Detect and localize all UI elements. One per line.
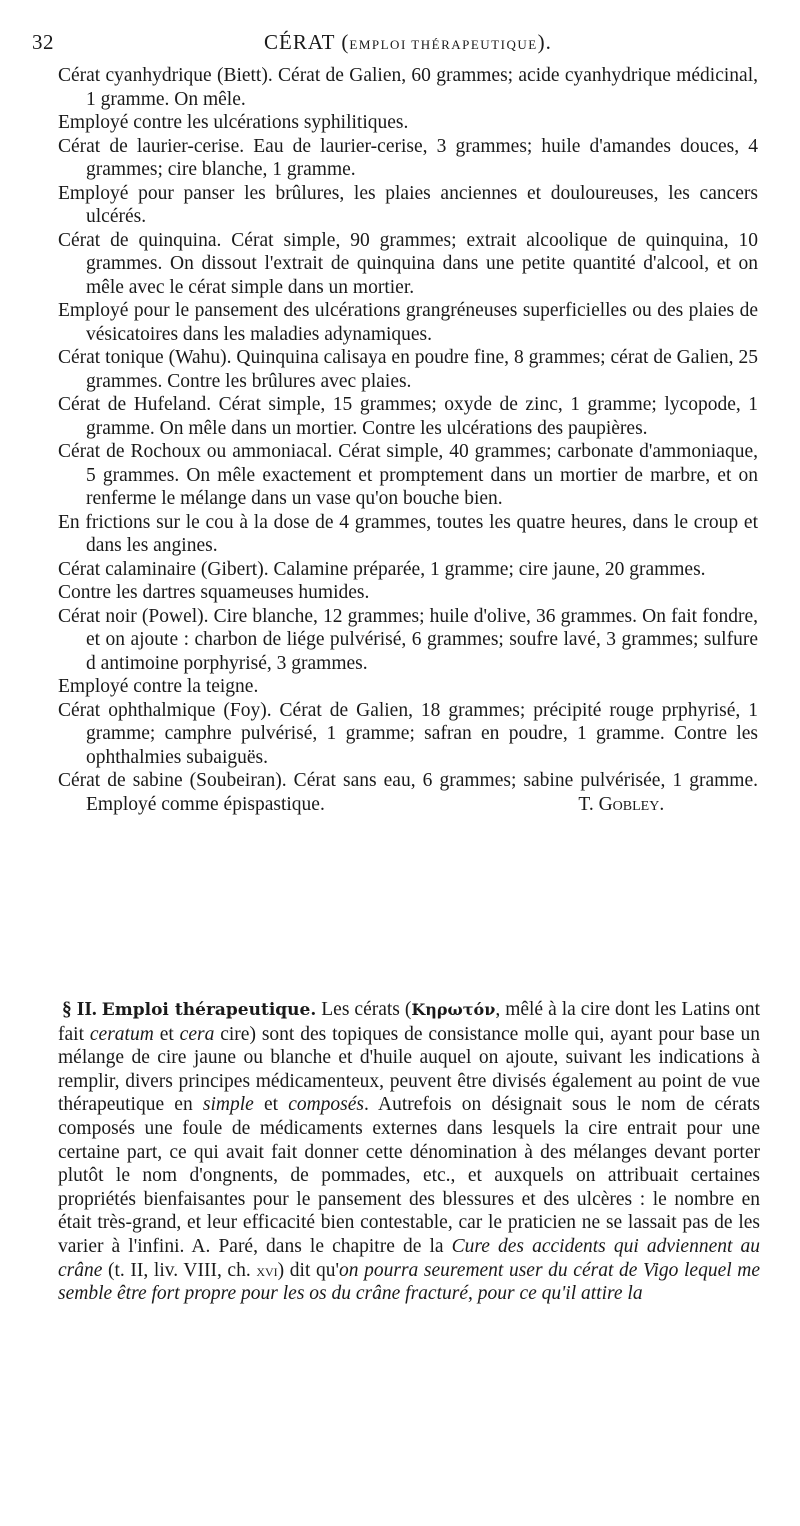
entry-text: Employé pour panser les brûlures, les plaies anciennes et douloureuses, les cancers ulcérés. (58, 182, 758, 227)
running-title-main: CÉRAT (264, 30, 336, 54)
entry-text: Contre les dartres squameuses humides. (58, 582, 370, 603)
entry-text: Cérat de Galien, 18 grammes; précipité rouge prphyrisé, 1 gramme; camphre pulvérisé, 1 gramme; safran en poudre, 1 gramme. Contre les ophthalmies subaiguës. (86, 699, 759, 768)
entry-paragraph (58, 581, 758, 605)
entry-paragraph (58, 511, 758, 558)
entry-text: Employé contre les ulcérations syphilitiques. (58, 112, 409, 133)
entry-text: Cire blanche, 12 grammes; huile d'olive, 36 grammes. On fait fondre, et on ajoute : charbon de liége pulvérisé, 6 grammes; soufre lavé, 3 grammes; sulfure d antimoine porphyrisé, 3 grammes. (86, 605, 758, 674)
entry-name: Cérat tonique (Wahu). (58, 347, 232, 368)
section-therapeutic-use (58, 998, 760, 1306)
author-signature: T. Gobley. (578, 793, 665, 815)
entry-text: Quinquina calisaya en poudre fine, 8 grammes; cérat de Galien, 25 grammes. Contre les brûlures avec plaies. (86, 347, 758, 392)
entry-name: Cérat noir (Powel). (58, 605, 209, 627)
latin-term-cera: cera (179, 1023, 215, 1045)
entry-text: Cérat simple, 90 grammes; extrait alcoolique de quinquina, 10 grammes. On dissout l'extrait de quinquina dans une petite quantité d'alcool, et on mêle avec le cérat simple dans un mortier. (86, 229, 758, 298)
entry-paragraph (58, 111, 758, 135)
entry-name: Cérat de sabine (Soubeiran). (58, 770, 287, 791)
section-mark: § II. (62, 999, 97, 1020)
section-text: Les cérats ( (316, 999, 412, 1020)
entry-text: Employé contre la teigne. (58, 676, 259, 697)
entry-text: Cérat de Galien, 60 grammes; acide cyanhydrique médicinal, 1 gramme. On mêle. (86, 65, 758, 110)
entry-paragraph (58, 605, 758, 676)
section-paragraph (58, 998, 760, 1306)
section-text: . Autrefois on désignait sous le nom de cérats composés une foule de médicaments externes dans lesquels la cire entrait pour une certaine part, ce qui avait fait donner cette dénomination à des mélanges devant porter plutôt le nom d'ongnents, de pommades, etc., et auxquels on attribuait certaines propriétés bienfaisantes pour le pansement des blessures et des ulcères : le nombre en était très-grand, et leur efficacité bien contestable, car le praticien ne se lassait pas de les varier à l'infini. A. Paré, dans le chapitre de la (58, 1094, 760, 1257)
entry-text: Cérat simple, 15 grammes; oxyde de zinc, 1 gramme; lycopode, 1 gramme. On mêle dans un mortier. Contre les ulcérations des paupières. (86, 394, 758, 439)
running-title-close: ). (537, 30, 552, 54)
entry-paragraph (58, 135, 758, 182)
entry-paragraph (58, 64, 758, 111)
entry-paragraph (58, 229, 758, 300)
entry-name: Cérat de Hufeland. (58, 394, 212, 415)
entry-name: Cérat cyanhydrique (Biett). (58, 65, 273, 86)
section-text: ) dit qu' (277, 1259, 340, 1281)
page-header (32, 30, 762, 60)
section-text: , mêlé à la cire dont les Latins ont fait (58, 999, 760, 1045)
page-number: 32 (32, 30, 54, 54)
entry-paragraph (58, 769, 758, 816)
greek-term: Κηρωτόν (411, 1000, 496, 1019)
latin-term-ceratum: ceratum (89, 1023, 154, 1045)
formulary-entries (58, 64, 758, 816)
term-simple: simple (202, 1094, 254, 1116)
entry-paragraph (58, 699, 758, 770)
running-title-subject: EMPLOI THÉRAPEUTIQUE (349, 37, 538, 52)
entry-name: Cérat ophthalmique (Foy). (58, 699, 272, 721)
pare-quotation: on pourra seurement user du cérat de Vigo lequel me semble être fort propre pour les os du crâne fracturé, pour ce qu'il attire la (58, 1259, 761, 1305)
entry-text: Calamine préparée, 1 gramme; cire jaune, 20 grammes. (268, 558, 706, 580)
section-text: (t. II, liv. VIII, ch. (102, 1259, 257, 1281)
cited-chapter-title: Cure des accidents qui adviennent au crâne (58, 1235, 760, 1281)
entry-paragraph (58, 675, 758, 699)
entry-paragraph (58, 393, 758, 440)
entry-text: Eau de laurier-cerise, 3 grammes; huile d'amandes douces, 4 grammes; cire blanche, 1 gramme. (86, 135, 758, 180)
section-text: et (153, 1023, 180, 1045)
footer-print-noise: ... ..... ... .... ... .. .... .. ... . . (34, 1480, 239, 1486)
running-title-open: ( (341, 30, 350, 54)
entry-name: Cérat de laurier-cerise. (58, 135, 245, 157)
entry-paragraph (58, 558, 758, 582)
section-title: Emploi thérapeutique. (101, 1000, 317, 1020)
entry-name: Cérat de quinquina. (58, 229, 222, 251)
running-title (264, 30, 552, 55)
section-text: et (253, 1094, 289, 1116)
entry-paragraph (58, 346, 758, 393)
entry-paragraph (58, 182, 758, 229)
section-text: cire) sont des topiques de consistance molle qui, ayant pour base un mélange de cire jaune ou blanche et d'huile auquel on ajoute, suivant les indications à remplir, divers principes médicamenteux, peuvent être divisés également au point de vue thérapeutique en (58, 1023, 761, 1116)
entry-text: Employé pour le pansement des ulcérations grangréneuses superficielles ou des plaies de vésicatoires dans les maladies adynamiques. (58, 300, 758, 345)
entry-name: Cérat de Rochoux ou ammoniacal. (58, 441, 333, 462)
term-composes: composés (288, 1094, 365, 1116)
entry-text: Cérat simple, 40 grammes; carbonate d'ammoniaque, 5 grammes. On mêle exactement et promptement dans un mortier de marbre, et on renferme le mélange dans un vase qu'on bouche bien. (86, 441, 758, 509)
entry-paragraph (58, 440, 758, 511)
entry-name: Cérat calaminaire (Gibert). (58, 558, 269, 580)
entry-paragraph (58, 299, 758, 346)
chapter-number: xvi (256, 1260, 278, 1280)
entry-text: En frictions sur le cou à la dose de 4 grammes, toutes les quatre heures, dans le croup et dans les angines. (58, 511, 758, 556)
entry-text: Cérat sans eau, 6 grammes; sabine pulvérisée, 1 gramme. Employé comme épispastique. (86, 770, 758, 815)
